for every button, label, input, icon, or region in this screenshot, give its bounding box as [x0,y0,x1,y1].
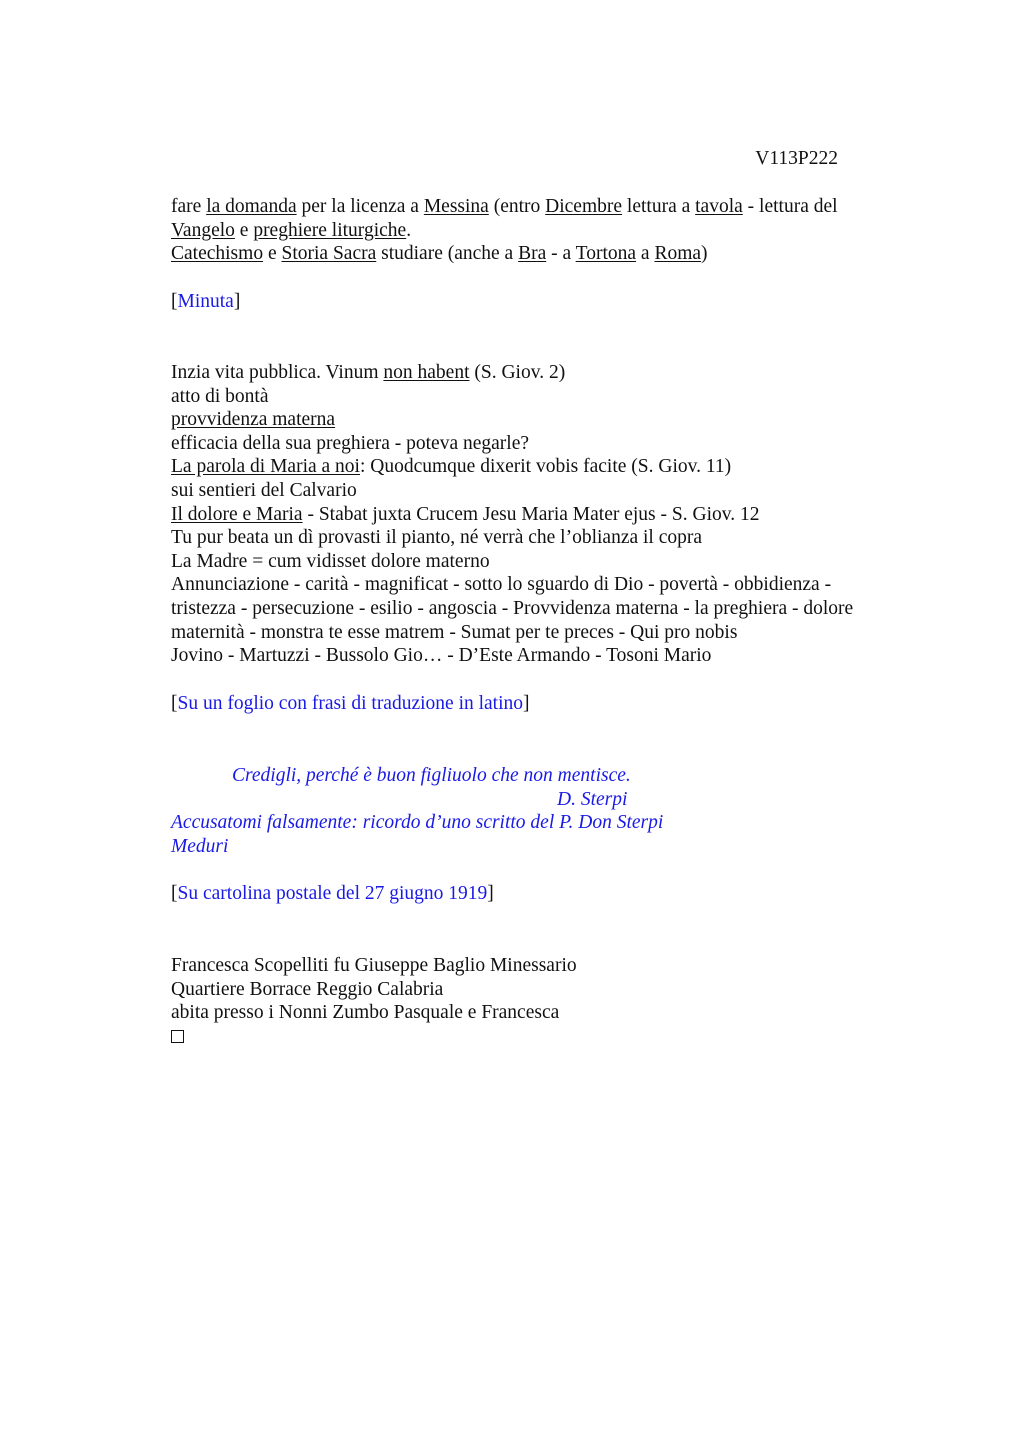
intro-paragraph [171,195,911,266]
underlined-text: La parola di Maria a noi [171,456,360,478]
page-identifier: V113P222 [755,148,838,169]
text-segment: a [636,243,655,265]
text-segment: (entro [488,196,546,217]
quote-signature: D. Sterpi [557,788,628,810]
underlined-text: Il dolore e Maria [171,503,303,525]
underlined-text: Tortona [575,243,637,265]
text-segment: lettura a [622,196,696,217]
text-segment: maternità - monstra te esse matrem - Sumat per te preces - Qui pro nobis [171,621,738,643]
underlined-text: preghiere liturgiche [253,219,407,241]
text-segment: tristezza - persecuzione - esilio - angoscia - Provvidenza materna - la preghiera - dolore [171,597,854,619]
editorial-note-minuta: [Minuta] [171,291,241,312]
minuta-line [171,408,911,432]
text-segment: . [406,219,412,241]
text-segment: Jovino - Martuzzi - Bussolo Gio… - D’Este Armando - Tosoni Mario [171,645,712,667]
minuta-line [171,385,911,409]
underlined-text: la domanda [206,196,297,217]
minuta-line [171,479,911,503]
minuta-line [171,361,911,385]
checkbox-square-icon [171,1030,184,1043]
address-line-1: Francesca Scopelliti fu Giuseppe Baglio Minessario [171,955,577,976]
text-segment: - Stabat juxta Crucem Jesu Maria Mater ejus - S. Giov. 12 [302,503,760,525]
note-cartolina-text: Su cartolina postale del 27 giugno 1919 [177,883,488,904]
text-segment: Inzia vita pubblica. Vinum [171,362,384,383]
underlined-text: tavola [695,196,743,217]
address-line-3: abita presso i Nonni Zumbo Pasquale e Francesca [171,1002,560,1024]
underlined-text: Roma [654,243,702,265]
minuta-line [171,526,911,550]
quote-line: Credigli, perché è buon figliuolo che non mentisce. [232,765,631,786]
text-segment: efficacia della sua preghiera - poteva negarle? [171,432,530,454]
text-segment: - lettura del [742,196,838,217]
quote-caption: Accusatomi falsamente: ricordo d’uno scritto del P. Don Sterpi [171,812,664,834]
text-segment: e [263,243,282,265]
text-segment: La Madre = cum vidisset dolore materno [171,550,490,572]
minuta-line [171,644,911,668]
underlined-text: provvidenza materna [171,409,336,431]
underlined-text: Messina [423,196,489,217]
intro-line-1 [171,195,911,219]
text-segment: (S. Giov. 2) [469,362,566,383]
minuta-line [171,550,911,574]
minuta-line [171,432,911,456]
text-segment: fare [171,196,207,217]
address-line-2: Quartiere Borrace Reggio Calabria [171,978,444,1000]
quote-block [171,764,911,858]
text-segment: Annunciazione - carità - magnificat - sotto lo sguardo di Dio - povertà - obbidienza - [171,574,832,596]
underlined-text: Vangelo [171,219,235,241]
minuta-line [171,503,911,527]
minuta-line [171,621,911,645]
editorial-note-cartolina: [Su cartolina postale del 27 giugno 1919] [171,883,494,904]
underlined-text: Dicembre [545,196,623,217]
text-segment: atto di bontà [171,385,269,407]
text-segment: sui sentieri del Calvario [171,479,357,501]
minuta-text-block [171,361,911,668]
address-block [171,954,911,1049]
text-segment: studiare (anche a [376,243,519,265]
text-segment: per la licenza a [296,196,424,217]
underlined-text: non habent [383,362,470,383]
text-segment: e [234,219,254,241]
minuta-line [171,573,911,597]
note-foglio-text: Su un foglio con frasi di traduzione in latino [177,693,524,714]
underlined-text: Catechismo [171,243,264,265]
editorial-note-foglio: [Su un foglio con frasi di traduzione in latino] [171,693,530,714]
text-segment: ) [701,243,708,265]
note-minuta-text: Minuta [177,291,234,312]
minuta-line [171,455,911,479]
intro-line-2 [171,219,911,243]
intro-line-3 [171,242,911,266]
text-segment: - a [546,243,576,265]
minuta-line [171,597,911,621]
text-segment: : Quodcumque dixerit vobis facite (S. Giov. 11) [359,456,732,478]
underlined-text: Bra [518,243,547,265]
quote-name: Meduri [171,835,229,857]
text-segment: Tu pur beata un dì provasti il pianto, né verrà che l’oblianza il copra [171,527,703,549]
underlined-text: Storia Sacra [281,243,377,265]
